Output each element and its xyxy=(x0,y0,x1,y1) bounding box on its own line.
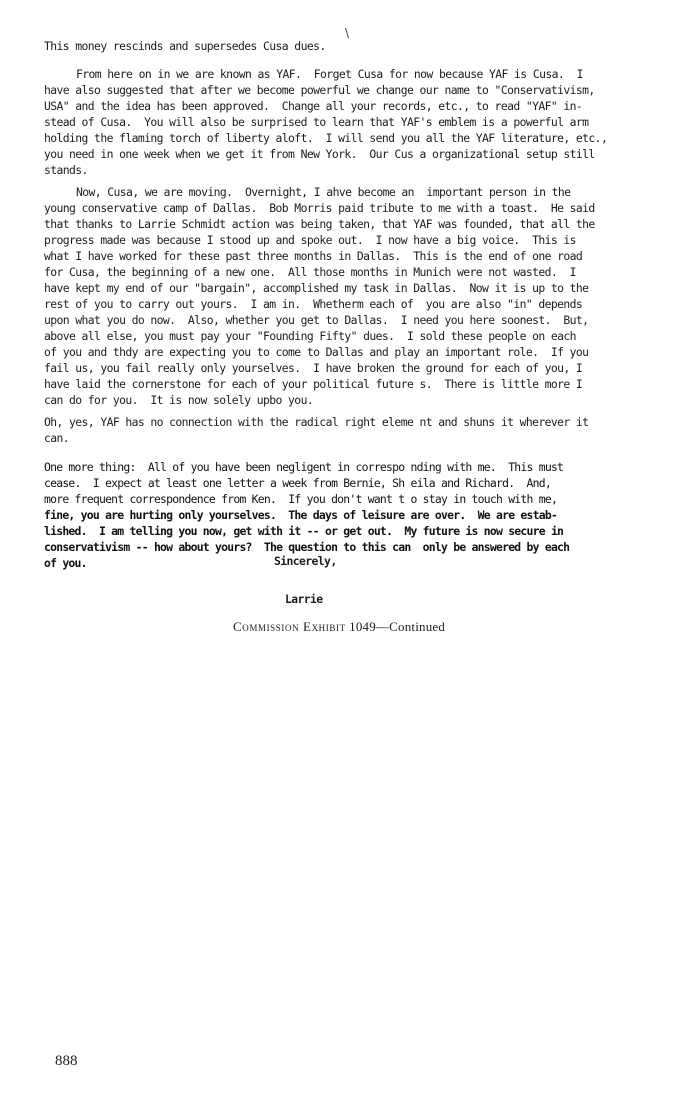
exhibit-caption xyxy=(233,619,445,635)
paragraph-line: can. xyxy=(44,431,70,445)
paragraph-line: above all else, you must pay your "Founding Fifty" dues. I sold these people on each xyxy=(44,329,576,343)
paragraph-line: fine, you are hurting only yourselves. The days of leisure are over. We are estab- xyxy=(44,508,558,522)
paragraph-line: cease. I expect at least one letter a week from Bernie, Sh eila and Richard. And, xyxy=(44,476,551,490)
paragraph-line: stands. xyxy=(44,163,88,177)
signature: Larrie xyxy=(285,592,323,606)
paragraph-line: One more thing: All of you have been negligent in correspo nding with me. This must xyxy=(44,460,564,474)
paragraph-line: young conservative camp of Dallas. Bob Morris paid tribute to me with a toast. He said xyxy=(44,201,595,215)
paragraph-line: rest of you to carry out yours. I am in. Whetherm each of you are also "in" depends xyxy=(44,297,583,311)
paragraph-line: fail us, you fail really only yourselves. I have broken the ground for each of you, I xyxy=(44,361,583,375)
paragraph-line: stead of Cusa. You will also be surprised to learn that YAF's emblem is a powerful arm xyxy=(44,115,589,129)
paragraph-line: have laid the cornerstone for each of your political future s. There is little more I xyxy=(44,377,583,391)
exhibit-number: 1049—Continued xyxy=(345,619,446,634)
paragraph-line: can do for you. It is now solely upbo you. xyxy=(44,393,314,407)
paragraph-line: lished. I am telling you now, get with it -- or get out. My future is now secure in xyxy=(44,524,564,538)
paragraph-line: that thanks to Larrie Schmidt action was being taken, that YAF was founded, that all the xyxy=(44,217,595,231)
paragraph-line: have kept my end of our "bargain", accomplished my task in Dallas. Now it is up to the xyxy=(44,281,589,295)
paragraph-line: Oh, yes, YAF has no connection with the radical right eleme nt and shuns it wherever it xyxy=(44,415,589,429)
paragraph-line: conservativism -- how about yours? The question to this can only be answered by each xyxy=(44,540,570,554)
exhibit-label: Commission Exhibit xyxy=(233,619,346,634)
paragraph-line: progress made was because I stood up and spoke out. I now have a big voice. This is xyxy=(44,233,576,247)
paragraph-line: have also suggested that after we become powerful we change our name to "Conservativism, xyxy=(44,83,595,97)
paragraph-line: From here on in we are known as YAF. Forget Cusa for now because YAF is Cusa. I xyxy=(76,67,583,81)
paragraph-line: for Cusa, the beginning of a new one. All those months in Munich were not wasted. I xyxy=(44,265,576,279)
paragraph-line: more frequent correspondence from Ken. If you don't want t o stay in touch with me, xyxy=(44,492,558,506)
opening-line: This money rescinds and supersedes Cusa dues. xyxy=(44,39,326,53)
paragraph-line: Now, Cusa, we are moving. Overnight, I ahve become an important person in the xyxy=(76,185,571,199)
paragraph-line: of you and thdy are expecting you to come to Dallas and play an important role. If you xyxy=(44,345,589,359)
page-number: 888 xyxy=(55,1053,78,1069)
paragraph-line: of you. xyxy=(44,556,87,570)
closing: Sincerely, xyxy=(274,554,337,568)
paragraph-line: you need in one week when we get it from New York. Our Cus a organizational setup still xyxy=(44,147,595,161)
paragraph-line: upon what you do now. Also, whether you get to Dallas. I need you here soonest. But, xyxy=(44,313,589,327)
paragraph-line: USA" and the idea has been approved. Change all your records, etc., to read "YAF" in- xyxy=(44,99,583,113)
paragraph-line: what I have worked for these past three months in Dallas. This is the end of one road xyxy=(44,249,583,263)
scan-mark: \ xyxy=(345,26,350,40)
paragraph-line: holding the flaming torch of liberty aloft. I will send you all the YAF literature, etc., xyxy=(44,131,608,145)
